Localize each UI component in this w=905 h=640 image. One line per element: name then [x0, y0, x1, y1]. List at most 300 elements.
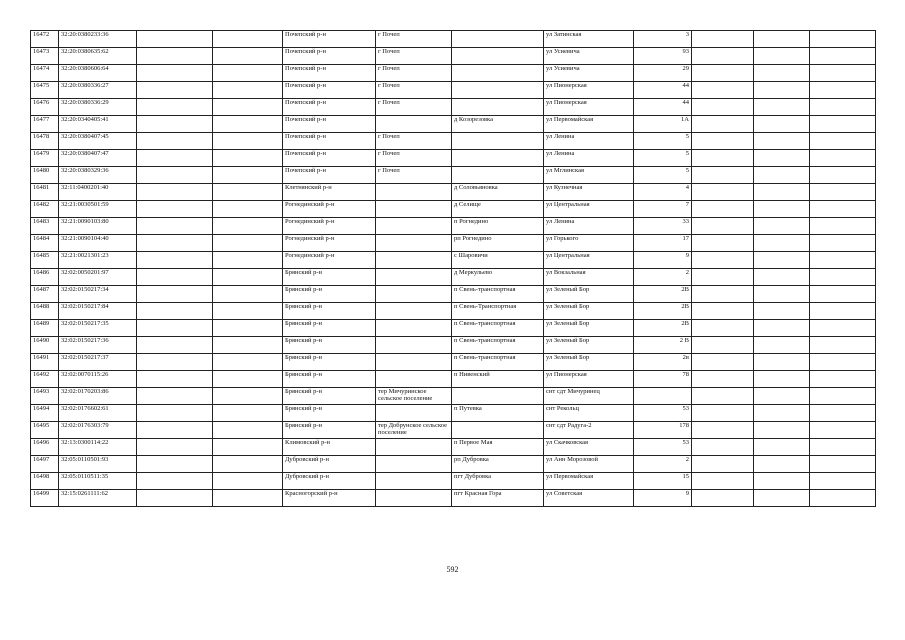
cell-blank-col-b — [213, 252, 283, 269]
cell-blank-col-a — [137, 218, 213, 235]
cell-street: ул Вокзальная — [544, 269, 634, 286]
cell-street: ул Усиевича — [544, 48, 634, 65]
cell-blank-col-a — [137, 405, 213, 422]
cell-district: Брянский р-н — [283, 269, 376, 286]
cell-blank-col-b — [213, 405, 283, 422]
cell-blank-col-b — [213, 150, 283, 167]
table-row — [31, 133, 876, 150]
cell-house-number: 2 В — [634, 337, 692, 354]
cell-row-number: 16483 — [31, 218, 59, 235]
cell-blank-col-a — [137, 133, 213, 150]
cell-locality-b: д Соловьяновка — [452, 184, 544, 201]
cell-street: ул Советская — [544, 490, 634, 507]
cell-blank-col-b — [213, 48, 283, 65]
cell-blank-col-e — [810, 48, 876, 65]
cell-locality-a — [376, 337, 452, 354]
cell-blank-col-c — [692, 303, 754, 320]
cell-locality-b: п Нивенский — [452, 371, 544, 388]
cell-house-number: 17 — [634, 235, 692, 252]
table-row — [31, 201, 876, 218]
cell-row-number: 16475 — [31, 82, 59, 99]
cell-street: ул Зеленый Бор — [544, 303, 634, 320]
table-row — [31, 337, 876, 354]
cell-locality-b — [452, 150, 544, 167]
cell-blank-col-b — [213, 388, 283, 405]
cell-street: снт Рекольц — [544, 405, 634, 422]
cell-blank-col-b — [213, 201, 283, 218]
cell-district: Красногорский р-н — [283, 490, 376, 507]
cell-row-number: 16495 — [31, 422, 59, 439]
cell-blank-col-a — [137, 320, 213, 337]
cell-house-number: 5 — [634, 150, 692, 167]
cell-locality-a — [376, 303, 452, 320]
cell-blank-col-b — [213, 218, 283, 235]
cell-blank-col-c — [692, 320, 754, 337]
cell-blank-col-a — [137, 235, 213, 252]
cell-locality-b: п Свень-транспортная — [452, 337, 544, 354]
cell-cadastral-number: 32:15:0261111:62 — [59, 490, 137, 507]
cell-locality-a — [376, 439, 452, 456]
cell-blank-col-a — [137, 65, 213, 82]
cell-locality-a — [376, 184, 452, 201]
cell-blank-col-a — [137, 167, 213, 184]
cell-blank-col-d — [754, 184, 810, 201]
cell-blank-col-d — [754, 337, 810, 354]
cell-cadastral-number: 32:20:0340405:41 — [59, 116, 137, 133]
cell-house-number: 2В — [634, 303, 692, 320]
table-row — [31, 235, 876, 252]
cell-blank-col-e — [810, 99, 876, 116]
cell-district: Брянский р-н — [283, 388, 376, 405]
cell-blank-col-b — [213, 439, 283, 456]
cell-cadastral-number: 32:02:0150217:36 — [59, 337, 137, 354]
cell-locality-b: п Свень-транспортная — [452, 354, 544, 371]
cell-district: Брянский р-н — [283, 337, 376, 354]
cell-house-number: 2В — [634, 286, 692, 303]
cell-locality-b: д Меркульево — [452, 269, 544, 286]
cell-street: ул Пионерская — [544, 371, 634, 388]
cell-street: ул Центральная — [544, 252, 634, 269]
cell-locality-a — [376, 473, 452, 490]
cell-row-number: 16499 — [31, 490, 59, 507]
cell-row-number: 16479 — [31, 150, 59, 167]
cell-row-number: 16482 — [31, 201, 59, 218]
table-body — [31, 31, 876, 507]
cell-locality-a — [376, 116, 452, 133]
cell-district: Почепский р-н — [283, 116, 376, 133]
cell-blank-col-e — [810, 82, 876, 99]
cell-blank-col-b — [213, 133, 283, 150]
cell-district: Почепский р-н — [283, 65, 376, 82]
cell-blank-col-c — [692, 201, 754, 218]
cell-blank-col-d — [754, 116, 810, 133]
cell-blank-col-c — [692, 269, 754, 286]
cell-street: ул Первомайская — [544, 473, 634, 490]
table-row — [31, 473, 876, 490]
cell-blank-col-b — [213, 456, 283, 473]
cell-locality-a: г Почеп — [376, 167, 452, 184]
cell-district: Почепский р-н — [283, 99, 376, 116]
cell-blank-col-e — [810, 422, 876, 439]
cell-blank-col-a — [137, 337, 213, 354]
cell-locality-b — [452, 99, 544, 116]
cell-cadastral-number: 32:21:0090103:80 — [59, 218, 137, 235]
cell-locality-b: рп Дубровка — [452, 456, 544, 473]
cell-blank-col-a — [137, 48, 213, 65]
cell-blank-col-c — [692, 354, 754, 371]
cell-blank-col-e — [810, 235, 876, 252]
cell-row-number: 16474 — [31, 65, 59, 82]
cell-house-number: 53 — [634, 405, 692, 422]
cell-locality-a: г Почеп — [376, 48, 452, 65]
cell-locality-b — [452, 31, 544, 48]
cell-district: Почепский р-н — [283, 167, 376, 184]
cell-blank-col-d — [754, 405, 810, 422]
cell-cadastral-number: 32:20:0380635:62 — [59, 48, 137, 65]
cell-locality-a: г Почеп — [376, 133, 452, 150]
cell-house-number: 3 — [634, 31, 692, 48]
cell-blank-col-a — [137, 388, 213, 405]
cell-district: Брянский р-н — [283, 303, 376, 320]
cell-blank-col-c — [692, 456, 754, 473]
cell-row-number: 16485 — [31, 252, 59, 269]
cell-cadastral-number: 32:20:0380336:29 — [59, 99, 137, 116]
cell-district: Почепский р-н — [283, 150, 376, 167]
cell-blank-col-e — [810, 167, 876, 184]
page-number: 592 — [446, 565, 459, 574]
cell-blank-col-d — [754, 286, 810, 303]
table-row — [31, 422, 876, 439]
cell-blank-col-d — [754, 167, 810, 184]
cell-cadastral-number: 32:20:0380336:27 — [59, 82, 137, 99]
cell-blank-col-a — [137, 31, 213, 48]
cell-locality-b: п Свень-Транспортная — [452, 303, 544, 320]
cell-locality-a — [376, 201, 452, 218]
cell-cadastral-number: 32:02:0150217:35 — [59, 320, 137, 337]
cell-locality-a: г Почеп — [376, 65, 452, 82]
cell-house-number: 5 — [634, 167, 692, 184]
cell-blank-col-d — [754, 269, 810, 286]
cell-locality-b — [452, 388, 544, 405]
table-row — [31, 354, 876, 371]
cell-locality-a — [376, 218, 452, 235]
table-row — [31, 31, 876, 48]
cell-district: Брянский р-н — [283, 422, 376, 439]
cell-blank-col-d — [754, 422, 810, 439]
cell-blank-col-e — [810, 201, 876, 218]
cell-blank-col-e — [810, 320, 876, 337]
cell-blank-col-a — [137, 99, 213, 116]
cell-cadastral-number: 32:05:0110501:93 — [59, 456, 137, 473]
cell-row-number: 16496 — [31, 439, 59, 456]
cell-cadastral-number: 32:11:0400201:40 — [59, 184, 137, 201]
cell-blank-col-d — [754, 320, 810, 337]
cell-blank-col-b — [213, 31, 283, 48]
cell-blank-col-a — [137, 303, 213, 320]
cell-blank-col-c — [692, 31, 754, 48]
cell-blank-col-a — [137, 473, 213, 490]
cell-locality-b: д Селище — [452, 201, 544, 218]
table-row — [31, 320, 876, 337]
cell-blank-col-c — [692, 439, 754, 456]
cell-blank-col-e — [810, 490, 876, 507]
cell-blank-col-a — [137, 286, 213, 303]
cell-cadastral-number: 32:02:0176303:79 — [59, 422, 137, 439]
cell-locality-a: г Почеп — [376, 99, 452, 116]
table-row — [31, 252, 876, 269]
cell-blank-col-e — [810, 150, 876, 167]
cell-street: ул Ленина — [544, 218, 634, 235]
cell-blank-col-c — [692, 252, 754, 269]
cell-blank-col-b — [213, 337, 283, 354]
cell-cadastral-number: 32:02:0070115:26 — [59, 371, 137, 388]
cell-blank-col-c — [692, 286, 754, 303]
cell-street: ул Зеленый Бор — [544, 320, 634, 337]
cell-locality-b: с Шаровичи — [452, 252, 544, 269]
table-row — [31, 286, 876, 303]
cell-row-number: 16498 — [31, 473, 59, 490]
cell-district: Брянский р-н — [283, 320, 376, 337]
cell-house-number: 2В — [634, 320, 692, 337]
table-row — [31, 303, 876, 320]
cell-row-number: 16472 — [31, 31, 59, 48]
cell-house-number: 15 — [634, 473, 692, 490]
cell-blank-col-b — [213, 473, 283, 490]
cell-cadastral-number: 32:20:0380233:36 — [59, 31, 137, 48]
cell-blank-col-b — [213, 354, 283, 371]
cell-cadastral-number: 32:20:0380606:64 — [59, 65, 137, 82]
cell-street: ул Усиевича — [544, 65, 634, 82]
cell-locality-b: п Рогнедино — [452, 218, 544, 235]
cell-blank-col-b — [213, 286, 283, 303]
cell-blank-col-a — [137, 422, 213, 439]
cell-blank-col-a — [137, 439, 213, 456]
table-row — [31, 65, 876, 82]
cell-locality-b — [452, 167, 544, 184]
cell-row-number: 16481 — [31, 184, 59, 201]
cell-house-number: 4 — [634, 184, 692, 201]
cell-row-number: 16484 — [31, 235, 59, 252]
cell-blank-col-b — [213, 371, 283, 388]
cell-blank-col-e — [810, 218, 876, 235]
cell-blank-col-d — [754, 82, 810, 99]
cell-row-number: 16478 — [31, 133, 59, 150]
cell-blank-col-e — [810, 133, 876, 150]
cell-locality-a — [376, 405, 452, 422]
cell-blank-col-d — [754, 218, 810, 235]
cell-locality-a — [376, 269, 452, 286]
cell-blank-col-e — [810, 354, 876, 371]
cell-blank-col-e — [810, 31, 876, 48]
cell-district: Почепский р-н — [283, 82, 376, 99]
cell-row-number: 16492 — [31, 371, 59, 388]
cell-cadastral-number: 32:02:0150217:37 — [59, 354, 137, 371]
cell-blank-col-c — [692, 473, 754, 490]
table-row — [31, 388, 876, 405]
cell-house-number: 5 — [634, 133, 692, 150]
cell-blank-col-b — [213, 65, 283, 82]
table-row — [31, 269, 876, 286]
cell-row-number: 16486 — [31, 269, 59, 286]
cell-locality-a — [376, 252, 452, 269]
cell-house-number: 44 — [634, 82, 692, 99]
cell-house-number: 53 — [634, 439, 692, 456]
cell-blank-col-d — [754, 31, 810, 48]
table-row — [31, 371, 876, 388]
cell-district: Брянский р-н — [283, 371, 376, 388]
cell-cadastral-number: 32:21:0030501:59 — [59, 201, 137, 218]
cell-house-number: 44 — [634, 99, 692, 116]
cell-row-number: 16487 — [31, 286, 59, 303]
cell-house-number: 2 — [634, 456, 692, 473]
cell-blank-col-d — [754, 65, 810, 82]
cell-street: ул Ленина — [544, 133, 634, 150]
cell-street: ул Затинская — [544, 31, 634, 48]
cell-blank-col-c — [692, 490, 754, 507]
cell-locality-b — [452, 48, 544, 65]
cell-cadastral-number: 32:02:0150217:84 — [59, 303, 137, 320]
cell-locality-a — [376, 371, 452, 388]
table-row — [31, 218, 876, 235]
cell-locality-a — [376, 235, 452, 252]
cell-locality-b: рп Рогнедино — [452, 235, 544, 252]
cell-row-number: 16493 — [31, 388, 59, 405]
table-row — [31, 167, 876, 184]
cell-cadastral-number: 32:20:0380329:36 — [59, 167, 137, 184]
cell-district: Почепский р-н — [283, 48, 376, 65]
cell-street: ул Горького — [544, 235, 634, 252]
cell-blank-col-b — [213, 116, 283, 133]
cell-blank-col-e — [810, 405, 876, 422]
cell-blank-col-b — [213, 269, 283, 286]
cell-locality-a — [376, 456, 452, 473]
table-row — [31, 48, 876, 65]
cell-blank-col-e — [810, 269, 876, 286]
cell-street: ул Зеленый Бор — [544, 337, 634, 354]
cell-locality-a: г Почеп — [376, 150, 452, 167]
cell-district: Клетнянский р-н — [283, 184, 376, 201]
cell-locality-a — [376, 354, 452, 371]
cell-blank-col-d — [754, 388, 810, 405]
cell-house-number: 78 — [634, 371, 692, 388]
cell-blank-col-b — [213, 184, 283, 201]
cell-house-number: 29 — [634, 65, 692, 82]
table-row — [31, 405, 876, 422]
table-row — [31, 490, 876, 507]
cell-blank-col-a — [137, 490, 213, 507]
cell-blank-col-e — [810, 184, 876, 201]
cell-blank-col-c — [692, 133, 754, 150]
cell-locality-b — [452, 65, 544, 82]
cell-blank-col-d — [754, 371, 810, 388]
cell-blank-col-d — [754, 473, 810, 490]
cell-blank-col-c — [692, 422, 754, 439]
cell-blank-col-c — [692, 167, 754, 184]
cell-blank-col-e — [810, 371, 876, 388]
table-row — [31, 439, 876, 456]
cell-house-number: 7 — [634, 201, 692, 218]
cell-blank-col-e — [810, 439, 876, 456]
cell-blank-col-c — [692, 150, 754, 167]
cell-blank-col-e — [810, 303, 876, 320]
cell-blank-col-e — [810, 388, 876, 405]
cell-blank-col-d — [754, 150, 810, 167]
cell-street: ул Первомайская — [544, 116, 634, 133]
cell-cadastral-number: 32:20:0380407:47 — [59, 150, 137, 167]
cell-locality-b: п Свень-транспортная — [452, 320, 544, 337]
cell-locality-a: г Почеп — [376, 31, 452, 48]
cell-locality-a: тер Добрунское сельское поселение — [376, 422, 452, 439]
cell-blank-col-d — [754, 48, 810, 65]
cell-blank-col-d — [754, 354, 810, 371]
cell-blank-col-c — [692, 337, 754, 354]
cell-district: Рогнединский р-н — [283, 201, 376, 218]
cell-blank-col-c — [692, 218, 754, 235]
cell-cadastral-number: 32:21:0021301:23 — [59, 252, 137, 269]
cell-cadastral-number: 32:02:0176602:61 — [59, 405, 137, 422]
cell-blank-col-e — [810, 286, 876, 303]
cell-blank-col-d — [754, 456, 810, 473]
cell-blank-col-c — [692, 388, 754, 405]
cell-row-number: 16489 — [31, 320, 59, 337]
cell-cadastral-number: 32:02:0170203:86 — [59, 388, 137, 405]
cell-blank-col-c — [692, 405, 754, 422]
cell-street: ул Скачковская — [544, 439, 634, 456]
cell-locality-b: п Первое Мая — [452, 439, 544, 456]
cell-street: ул Анн Морозовой — [544, 456, 634, 473]
cell-locality-b: пгт Дубровка — [452, 473, 544, 490]
cell-locality-b: п Свень-транспортная — [452, 286, 544, 303]
cell-district: Дубровский р-н — [283, 473, 376, 490]
cell-house-number: 93 — [634, 48, 692, 65]
cell-street: ул Пионерская — [544, 82, 634, 99]
cell-row-number: 16473 — [31, 48, 59, 65]
cell-district: Почепский р-н — [283, 133, 376, 150]
cell-blank-col-e — [810, 65, 876, 82]
cell-blank-col-b — [213, 167, 283, 184]
cell-blank-col-c — [692, 65, 754, 82]
cell-blank-col-c — [692, 116, 754, 133]
cell-street: ул Центральная — [544, 201, 634, 218]
cell-house-number: 1А — [634, 116, 692, 133]
cell-cadastral-number: 32:02:0050201:97 — [59, 269, 137, 286]
cell-blank-col-c — [692, 48, 754, 65]
cell-blank-col-b — [213, 490, 283, 507]
cell-blank-col-d — [754, 235, 810, 252]
cell-blank-col-d — [754, 490, 810, 507]
cell-row-number: 16488 — [31, 303, 59, 320]
cell-cadastral-number: 32:21:0090104:40 — [59, 235, 137, 252]
cell-blank-col-a — [137, 184, 213, 201]
cell-house-number: 9 — [634, 490, 692, 507]
cell-district: Рогнединский р-н — [283, 252, 376, 269]
cell-locality-b — [452, 133, 544, 150]
cell-street: ул Зеленый Бор — [544, 354, 634, 371]
cell-blank-col-e — [810, 252, 876, 269]
cell-row-number: 16480 — [31, 167, 59, 184]
cell-row-number: 16490 — [31, 337, 59, 354]
cell-street: снт сдт Мичуринец — [544, 388, 634, 405]
cell-district: Почепский р-н — [283, 31, 376, 48]
cell-district: Брянский р-н — [283, 286, 376, 303]
cell-locality-b: д Козорезовка — [452, 116, 544, 133]
cell-street: ул Зеленый Бор — [544, 286, 634, 303]
cell-blank-col-d — [754, 252, 810, 269]
cell-blank-col-c — [692, 99, 754, 116]
cell-street: ул Кузнечная — [544, 184, 634, 201]
cell-district: Дубровский р-н — [283, 456, 376, 473]
cell-house-number: 33 — [634, 218, 692, 235]
